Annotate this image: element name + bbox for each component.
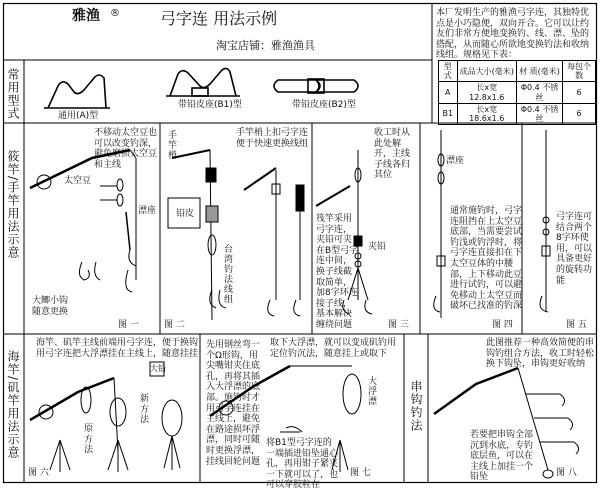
page-title: 弓字连 用法示例 [160, 9, 278, 28]
fig5-label: 图 五 [566, 320, 587, 330]
spec-header-cell: 材 质(毫米) [516, 61, 562, 82]
spec-header-cell: 每包个数 [563, 61, 596, 82]
fig6-drawing [30, 362, 182, 472]
spec-table-header-row [439, 61, 596, 82]
fig7-bottom-note: 将B1型弓字连的一端插进铅坠通心孔，再用钳子紧夹一下就可以了，也可以穿胶粒在 [266, 438, 339, 491]
fig2-drawing [168, 150, 226, 320]
fig4-label: 图 四 [492, 320, 513, 330]
fig2-label: 图 二 [164, 320, 185, 330]
fig7-top-note: 取下大浮漂，就可以变成矶钓用定位钓沉法，随意挂上或取下 [270, 338, 397, 359]
fig6-top-note: 海竿、矶竿主线前端用弓字连，便于换钩用弓字连把大浮漂挂在主线上，随意挂挂 [36, 338, 199, 359]
fig8-label: 图 八 [556, 468, 577, 478]
fig1-drawing [30, 150, 136, 292]
fig2-lead-label: 铅皮 [176, 209, 195, 219]
clip-type-b2-icon [274, 79, 358, 93]
intro-text: 本厂发明生产的雅渔弓字连，其独特优点是小巧隐便，双向开合。它可以让约友们非常方便地变换钓、线、漂、坠的搭配，从而随心所欲地变换钓法和收纳线组。规格见下表： [436, 8, 590, 61]
rock-section-title: 海竿/矶竿用法示意 [6, 350, 20, 460]
type-b2-label: 带铅皮座(B2)型 [292, 100, 356, 110]
fig6-lead-label: 大铅 [150, 364, 166, 373]
fig3-top-note: 手竿梢上扣弓字连便于快速更换线组 [236, 128, 309, 149]
fig6-new-method-label: 新方法 [140, 394, 150, 426]
spec-cell: 6 [563, 82, 596, 103]
spec-cell: A [439, 82, 458, 103]
spec-table-row [439, 82, 596, 103]
fig1-hook-label: 大鲫小钩随意更换 [32, 296, 69, 317]
fig3-body: 筏竿采用弓字连，夹铅可夹在B型弓字连中间，换子线截取简单，加8字环连接子线，基本解决缠绕问题 [316, 214, 359, 331]
string-section-title: 串钩钓法 [409, 380, 423, 432]
spec-cell: Φ0.4 不锈丝 [516, 82, 562, 103]
fig3-label: 图 三 [388, 320, 409, 330]
brand-logo-text: 雅渔 [72, 8, 100, 24]
spec-cell: B1 [439, 103, 458, 124]
fig6-side-note: 先用钢丝弯一个Ω形钩，用尖嘴钳夹住底孔，再将其插入大浮漂的底部。施钓时才用弓字连挂在主线上，避免在路途损坏浮漂，同时可随时更换浮漂，挂线回轮问题 [206, 340, 261, 467]
fig4-body: 通常施钓时，弓字连阻挡在上太空豆底部，当需要尝试钓浅或钓浮时，将弓字连直接扣在下太空豆体的中腰部，上下移动此豆进行试钓，可以避免移动上太空豆而破坏已找准的钓深 [450, 206, 523, 312]
fig1-note: 不移动太空豆也可以改变钓深，避免磨损太空豆和主线 [94, 128, 158, 170]
spec-table-row [439, 103, 596, 124]
type-b1-label: 带铅皮座(B1)型 [178, 100, 242, 110]
clip-type-a-icon [44, 75, 110, 108]
fig2-rod-tip-label: 手竿梢 [166, 130, 176, 160]
fig3-drawing [244, 168, 304, 316]
shop-name: 淘宝店铺：雅渔渔具 [216, 39, 315, 52]
fig2-method-label: 台湾钓法线组 [222, 244, 232, 304]
fig3-side-note: 收工时从此处解开，主线子线各归其位 [374, 128, 411, 181]
fig5-body: 弓字连可结合两个8字环使用，可以具备更好的旋转功能 [556, 212, 593, 286]
fig1-float-bean-label: 太空豆 [64, 176, 92, 186]
spec-cell: Φ0.4 不锈丝 [516, 103, 562, 124]
fig1-label: 图 一 [118, 320, 139, 330]
fig3-clip-lead-label: 夹铅 [368, 242, 387, 252]
spec-table [438, 60, 596, 125]
fig4-float-label: 漂座 [446, 156, 465, 166]
common-types-label: 常用型式 [6, 68, 20, 120]
spec-cell: 长x宽 18.6x1.6 [457, 103, 516, 124]
fig4-drawing [434, 130, 445, 318]
fig7-label: 图 七 [350, 468, 371, 478]
fig5-drawing [540, 130, 550, 312]
fig1-float-label: 漂座 [138, 206, 157, 216]
fig6-label: 图 六 [28, 468, 49, 478]
spec-header-cell: 成品大小(毫米) [457, 61, 516, 82]
spec-header-cell: 型式 [439, 61, 458, 82]
spec-cell: 6 [563, 103, 596, 124]
fig6-original-label: 原方法 [84, 424, 94, 456]
fig8-top-note: 此图推荐一种高效简便的串钩钓组合方法，收工时轻松换下钩坠，串钩更好收纳 [486, 338, 595, 370]
pole-section-title: 筱竿/手竿用法示意 [6, 150, 20, 260]
registered-mark: ® [110, 8, 120, 19]
clip-type-b1-icon [166, 68, 240, 96]
type-a-label: 通用(A)型 [58, 111, 99, 121]
fig7-big-float-label: 大浮漂 [366, 376, 376, 406]
fig8-bottom-note: 若要把串钩全部沉到水底，专钓底层鱼，可以在主线上加挂一个铅坠 [470, 430, 534, 483]
spec-cell: 长x宽 12.8x1.6 [457, 82, 516, 103]
